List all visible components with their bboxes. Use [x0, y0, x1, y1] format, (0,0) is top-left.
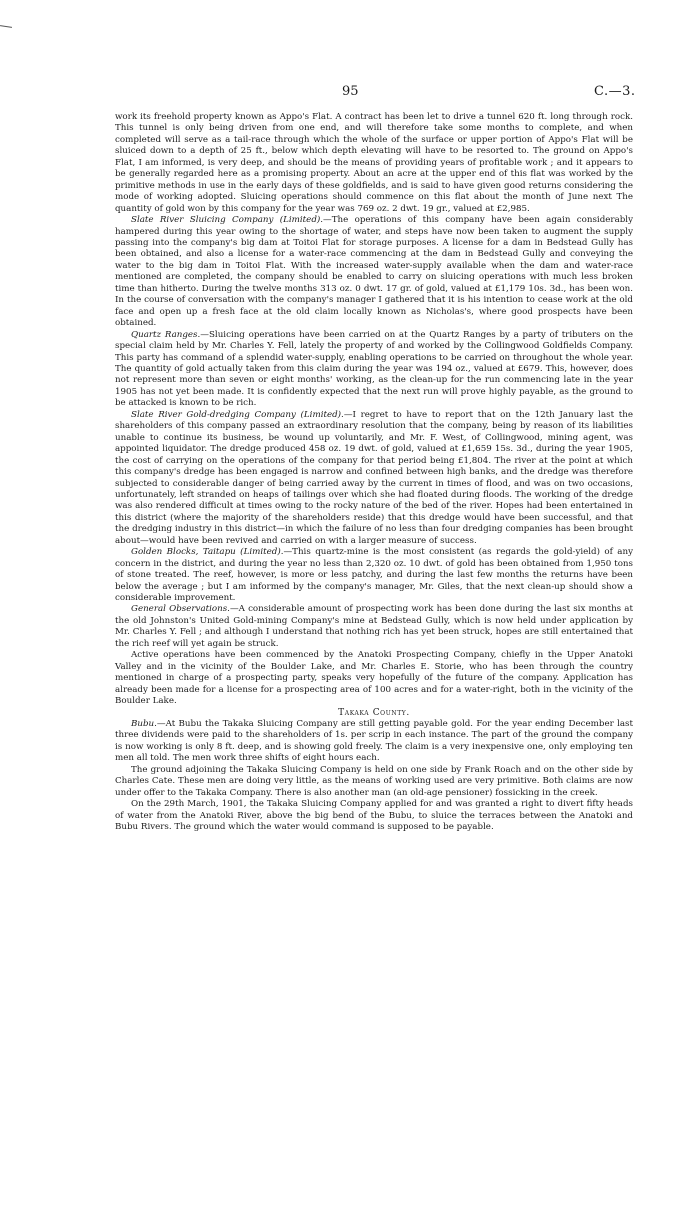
paragraph-general-observations: General Observations.—A considerable amount of prospecting work has been done during the last six months at the old Johnston's United Gold-mining Company's mine at Bedstead Gully, which is now held under application by Mr. Charles Y. Fell ; and although I understand that nothing rich has yet been struck, hopes are still entertained that the rich reef will yet again be struck. [115, 604, 633, 649]
paragraph-slate-river-sluicing: Slate River Sluicing Company (Limited).—The operations of this company have been again considerably hampered during this year owing to the shortage of water, and steps have now been taken to augment the supply passing into the company's big dam at Toitoi Flat for storage purposes. A license for a dam in Bedstead Gully has been obtained, and also a license for a water-race commencing at the dam in Bedstead Gully and conveying the water to the big dam in Toitoi Flat. With the increased water-supply available when the dam and water-race mentioned are completed, the company should be enabled to carry on sluicing operations with much less broken time than hitherto. During the twelve months 313 oz. 0 dwt. 17 gr. of gold, valued at £1,179 10s. 3d., has been won. In the course of conversation with the company's manager I gathered that it is his intention to cease work at the old face and open up a fresh face at the old claim locally known as Nicholas's, where good prospects have been obtained. [115, 215, 633, 329]
paragraph-title: Slate River Gold-dredging Company (Limited). [131, 409, 344, 420]
paragraph-appos-flat: work its freehold property known as Appo's Flat. A contract has been let to drive a tunnel 620 ft. long through rock. This tunnel is only being driven from one end, and will therefore take some months to complete, and when completed will serve as a tail-race through which the whole of the surface or upper portion of Appo's Flat will be sluiced down to a depth of 25 ft., below which depth elevating will have to be resorted to. The ground on Appo's Flat, I am informed, is very deep, and should be the means of providing years of profitable work ; and it appears to be generally regarded here as a promising property. About an acre at the upper end of this flat was worked by the primitive methods in use in the early days of these goldfields, and is said to have given good returns considering the mode of working adopted. Sluicing operations should commence on this flat about the month of June next The quantity of gold won by this company for the year was 769 oz. 2 dwt. 19 gr., valued at £2,985. [115, 112, 633, 214]
page-number: 95 [342, 84, 359, 99]
paragraph-golden-blocks: Golden Blocks, Taitapu (Limited).—This quartz-mine is the most consistent (as regards the gold-yield) of any concern in the district, and during the year no less than 2,320 oz. 10 dwt. of gold has been obtained from 1,950 tons of stone treated. The reef, however, is more or less patchy, and during the last few months the returns have been below the average ; but I am informed by the company's manager, Mr. Giles, that the next clean-up should show a considerable improvement. [115, 547, 633, 604]
paragraph-anatoki-prospecting: Active operations have been commenced by the Anatoki Prospecting Company, chiefly in the Upper Anatoki Valley and in the vicinity of the Boulder Lake, and Mr. Charles E. Storie, who has been through the country mentioned in charge of a prospecting party, speaks very hopefully of the future of the company. Application has already been made for a license for a prospecting area of 100 acres and for a water-right, both in the vicinity of the Boulder Lake. [115, 650, 633, 707]
paragraph-title: Slate River Sluicing Company (Limited). [131, 215, 324, 226]
paragraph-title: General Observations. [131, 604, 230, 615]
paragraph-title: Bubu. [131, 719, 157, 730]
page-header [0, 84, 700, 104]
paragraph-bubu: Bubu.—At Bubu the Takaka Sluicing Company are still getting payable gold. For the year ending December last three dividends were paid to the shareholders of 1s. per scrip in each instance. The part of the ground the company is now working is only 8 ft. deep, and is showing gold freely. The claim is a very inexpensive one, only employing ten men all told. The men work three shifts of eight hours each. [115, 719, 633, 764]
page-body [115, 112, 633, 834]
margin-mark [0, 25, 12, 28]
paragraph-quartz-ranges: Quartz Ranges.—Sluicing operations have been carried on at the Quartz Ranges by a party of tributers on the special claim held by Mr. Charles Y. Fell, lately the property of and worked by the Collingwood Goldfields Company. This party has command of a splendid water-supply, enabling operations to be carried on throughout the whole year. The quantity of gold actually taken from this claim during the year was 194 oz., valued at £679. This, however, does not represent more than seven or eight months' working, as the clean-up for the run commencing late in the year 1905 has not yet been made. It is confidently expected that the next run will prove highly payable, as the ground to be attacked is known to be rich. [115, 329, 633, 409]
document-reference: C.—3. [594, 84, 636, 99]
paragraph-water-right: On the 29th March, 1901, the Takaka Sluicing Company applied for and was granted a right to divert fifty heads of water from the Anatoki River, above the big bend of the Bubu, to sluice the terraces between the Anatoki and Bubu Rivers. The ground which the water would command is supposed to be payable. [115, 799, 633, 833]
section-heading: Takaka County. [338, 707, 410, 718]
paragraph-title: Quartz Ranges. [131, 329, 201, 340]
paragraph-adjoining-ground: The ground adjoining the Takaka Sluicing Company is held on one side by Frank Roach and on the other side by Charles Cate. These men are doing very little, as the means of working used are very primitive. Both claims are now under offer to the Takaka Company. There is also another man (an old-age pensioner) fossicking in the creek. [115, 764, 633, 798]
paragraph-slate-river-dredging: Slate River Gold-dredging Company (Limited).—I regret to have to report that on the 12th January last the shareholders of this company passed an extraordinary resolution that the company, being by reason of its liabilities unable to continue its business, be wound up voluntarily, and Mr. F. West, of Collingwood, mining agent, was appointed liquidator. The dredge produced 458 oz. 19 dwt. of gold, valued at £1,659 15s. 3d., during the year 1905, the cost of carrying on the operations of the company for that period being £1,804. The river at the point at which this company's dredge has been engaged is narrow and confined between high banks, and the dredge was therefore subjected to considerable danger of being carried away by the current in times of flood, and was on two occasions, unfortunately, left stranded on heaps of tailings over which she had floated during floods. The working of the dredge was also rendered difficult at times owing to the rocky nature of the bed of the river. Hopes had been entertained in this district (where the majority of the shareholders reside) that this dredge would have been successful, and that the dredging industry in this district—in which the failure of no less than four dredging companies has been brought about—would have been revived and carried on with a larger measure of success. [115, 409, 633, 546]
paragraph-title: Golden Blocks, Taitapu (Limited). [131, 547, 284, 558]
